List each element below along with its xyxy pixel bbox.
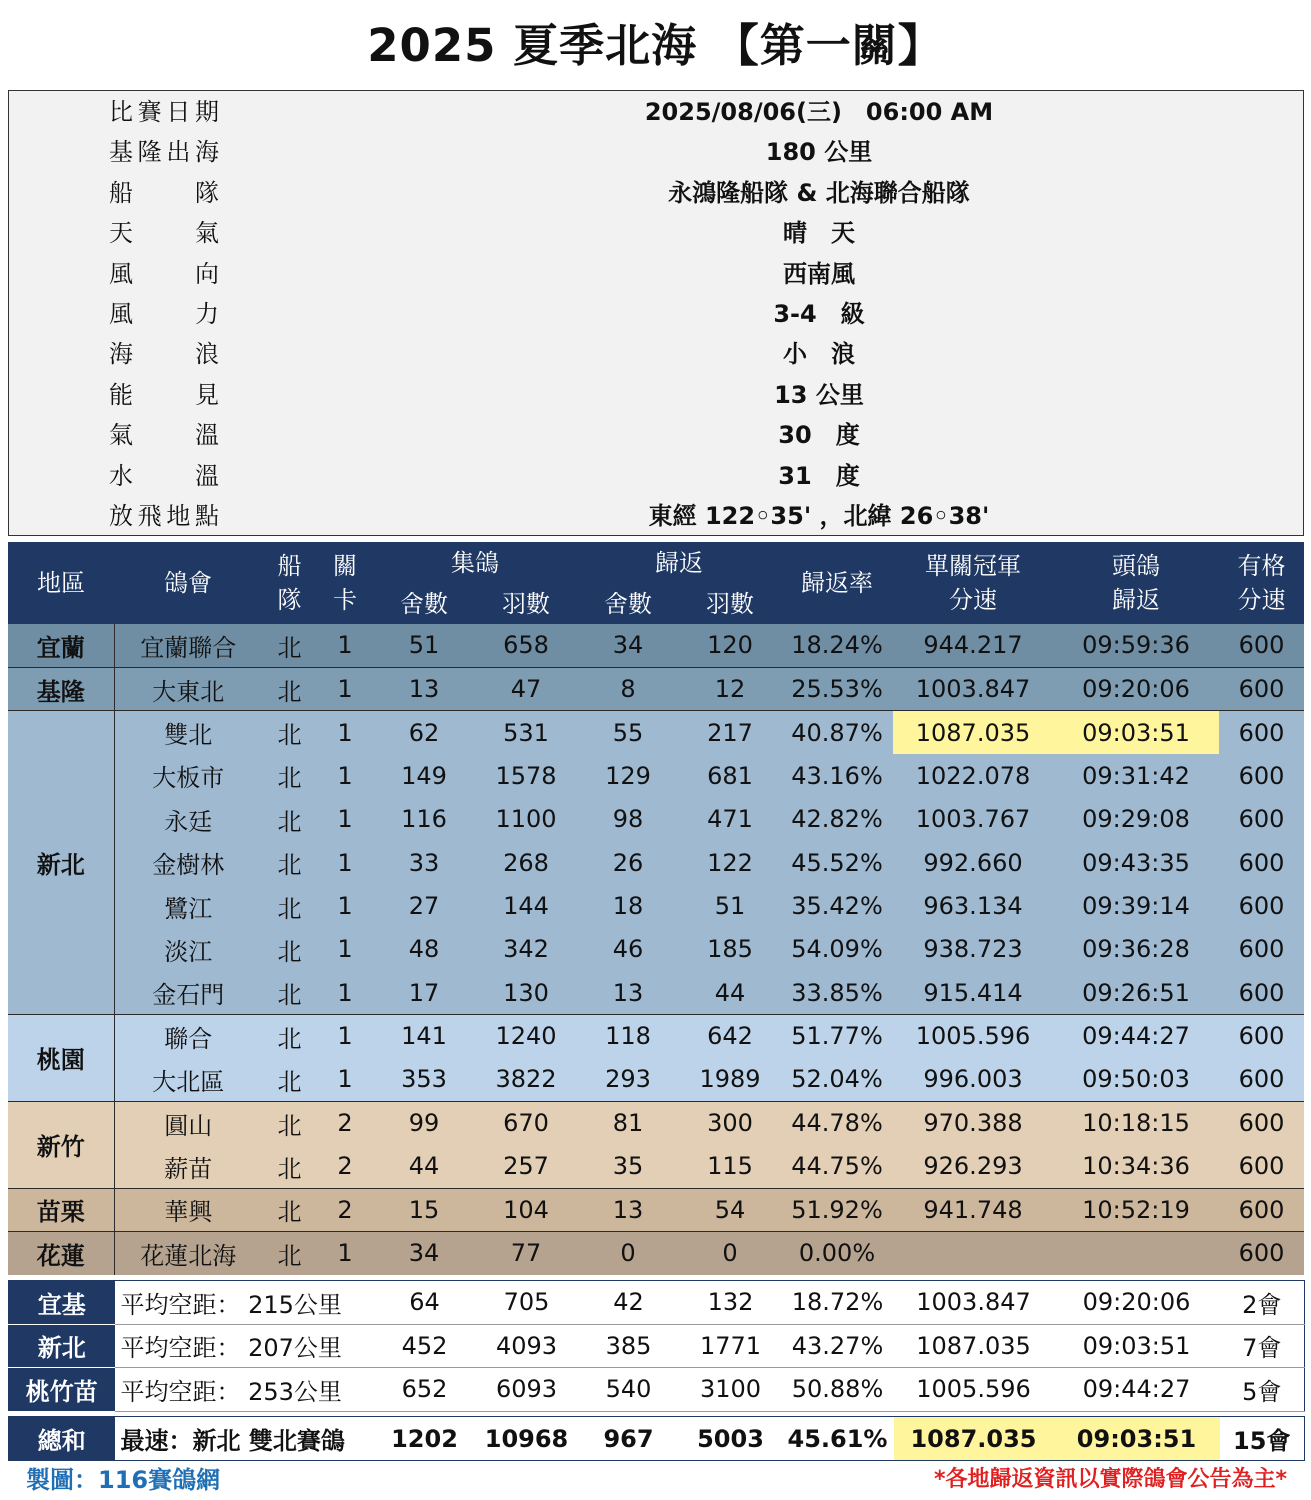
returned-lofts: 34 bbox=[612, 631, 644, 660]
collect-birds: 144 bbox=[503, 892, 549, 921]
summary-region: 新北 bbox=[9, 1324, 115, 1368]
collect-lofts: 353 bbox=[401, 1065, 447, 1094]
checkpoint: 1 bbox=[337, 631, 353, 660]
checkpoint: 1 bbox=[317, 667, 373, 710]
champion-speed: 926.293 bbox=[923, 1152, 1023, 1181]
header-champion-speed-line1: 單關冠軍 bbox=[925, 552, 1021, 580]
champion-speed: 970.388 bbox=[893, 1101, 1053, 1144]
header-boat-char: 船 bbox=[277, 552, 302, 580]
head-return: 09:29:08 bbox=[1082, 805, 1190, 834]
collect-lofts: 13 bbox=[373, 667, 475, 710]
header-qualified-speed-line1: 有格 bbox=[1237, 552, 1286, 580]
collect-lofts: 27 bbox=[408, 892, 440, 921]
collect-birds: 658 bbox=[503, 631, 549, 660]
table-row bbox=[8, 841, 1304, 884]
qualified-speed: 600 bbox=[1238, 1065, 1285, 1094]
collect-lofts: 51 bbox=[408, 631, 440, 660]
head-return: 09:31:42 bbox=[1082, 761, 1190, 790]
champion-speed: 1003.847 bbox=[893, 667, 1053, 710]
collect-birds: 3822 bbox=[495, 1065, 557, 1094]
club-name: 華興 bbox=[114, 1188, 262, 1231]
head-return: 09:44:27 bbox=[1054, 1368, 1220, 1412]
collect-lofts: 17 bbox=[408, 978, 440, 1007]
collect-birds: 1578 bbox=[495, 761, 557, 790]
table-row bbox=[8, 1101, 1304, 1144]
info-value: 永鴻隆船隊 & 北海聯合船隊 bbox=[668, 178, 970, 207]
info-row bbox=[9, 496, 1303, 536]
info-label: 風向 bbox=[109, 259, 219, 288]
champion-speed: 963.134 bbox=[923, 892, 1023, 921]
qualified-speed: 600 bbox=[1238, 761, 1285, 790]
returned-birds: 0 bbox=[679, 1231, 781, 1274]
header-boat-char: 隊 bbox=[277, 586, 302, 614]
head-return: 10:18:15 bbox=[1053, 1101, 1219, 1144]
checkpoint: 1 bbox=[337, 805, 353, 834]
checkpoint: 1 bbox=[317, 1015, 373, 1058]
info-value: 13 公里 bbox=[774, 380, 864, 409]
table-row bbox=[8, 667, 1304, 710]
summary-region: 桃竹苗 bbox=[9, 1368, 115, 1412]
checkpoint: 1 bbox=[317, 1231, 373, 1274]
table-row bbox=[8, 1145, 1304, 1188]
champion-speed: 1003.847 bbox=[894, 1281, 1054, 1325]
info-row bbox=[9, 132, 1303, 172]
head-return: 09:50:03 bbox=[1082, 1065, 1190, 1094]
credit-text: 製圖：116賽鴿網 bbox=[26, 1466, 221, 1494]
boat: 北 bbox=[262, 1015, 317, 1058]
returned-birds: 300 bbox=[679, 1101, 781, 1144]
region-name: 桃園 bbox=[8, 1015, 114, 1102]
collect-lofts: 141 bbox=[373, 1015, 475, 1058]
summary-row bbox=[9, 1281, 1305, 1325]
collect-birds: 6093 bbox=[476, 1368, 578, 1412]
returned-birds: 54 bbox=[679, 1188, 781, 1231]
champion-speed: 1087.035 bbox=[894, 1324, 1054, 1368]
returned-lofts: 293 bbox=[605, 1065, 651, 1094]
region-name: 花蓮 bbox=[8, 1231, 114, 1274]
club-name: 鷺江 bbox=[164, 894, 213, 923]
returned-birds: 217 bbox=[679, 711, 781, 754]
total-returned-birds: 5003 bbox=[680, 1417, 782, 1461]
champion-speed: 992.660 bbox=[923, 848, 1023, 877]
collect-lofts: 149 bbox=[401, 761, 447, 790]
club-count: 5會 bbox=[1220, 1368, 1305, 1412]
return-rate: 42.82% bbox=[791, 805, 883, 834]
return-rate: 51.92% bbox=[781, 1188, 893, 1231]
info-value: 西南風 bbox=[783, 259, 855, 288]
boat: 北 bbox=[277, 1154, 302, 1183]
club-name: 圓山 bbox=[114, 1101, 262, 1144]
returned-lofts: 540 bbox=[578, 1368, 680, 1412]
header-club: 鴿會 bbox=[114, 542, 262, 624]
checkpoint: 1 bbox=[337, 892, 353, 921]
returned-lofts: 118 bbox=[577, 1015, 679, 1058]
header-checkpoint bbox=[317, 542, 373, 624]
returned-birds: 120 bbox=[707, 631, 753, 660]
champion-speed: 1003.767 bbox=[915, 805, 1031, 834]
header-returned-birds: 羽數 bbox=[679, 583, 781, 624]
region-name: 苗栗 bbox=[8, 1188, 114, 1231]
boat: 北 bbox=[262, 1101, 317, 1144]
checkpoint: 1 bbox=[337, 1065, 353, 1094]
info-label: 能見 bbox=[109, 380, 219, 409]
boat: 北 bbox=[262, 667, 317, 710]
return-rate: 0.00% bbox=[781, 1231, 893, 1274]
info-row bbox=[9, 254, 1303, 294]
club-count: 2會 bbox=[1220, 1281, 1305, 1325]
info-row bbox=[9, 213, 1303, 253]
checkpoint: 1 bbox=[337, 848, 353, 877]
return-rate: 40.87% bbox=[781, 711, 893, 754]
table-row bbox=[8, 754, 1304, 797]
header-collect: 集鴿 bbox=[373, 542, 577, 583]
total-collect-birds: 10968 bbox=[476, 1417, 578, 1461]
return-rate: 45.52% bbox=[791, 848, 883, 877]
info-value: 180 公里 bbox=[765, 138, 873, 167]
collect-lofts: 116 bbox=[401, 805, 447, 834]
returned-birds: 1771 bbox=[680, 1324, 782, 1368]
head-return: 09:43:35 bbox=[1082, 848, 1190, 877]
info-value: 30 度 bbox=[778, 421, 860, 450]
qualified-speed: 600 bbox=[1219, 1015, 1304, 1058]
summary-row bbox=[9, 1324, 1305, 1368]
qualified-speed: 600 bbox=[1219, 711, 1304, 754]
collect-lofts: 44 bbox=[408, 1152, 440, 1181]
returned-birds: 1989 bbox=[699, 1065, 761, 1094]
race-info-panel bbox=[8, 90, 1304, 536]
header-returned: 歸返 bbox=[577, 542, 781, 583]
page-title: 2025 夏季北海 【第一關】 bbox=[367, 19, 944, 72]
returned-lofts: 385 bbox=[578, 1324, 680, 1368]
returned-birds: 642 bbox=[679, 1015, 781, 1058]
return-rate: 43.16% bbox=[791, 761, 883, 790]
returned-birds: 44 bbox=[714, 978, 746, 1007]
info-label: 天氣 bbox=[109, 219, 219, 248]
return-rate: 52.04% bbox=[791, 1065, 883, 1094]
return-rate: 35.42% bbox=[791, 892, 883, 921]
champion-speed: 1005.596 bbox=[893, 1015, 1053, 1058]
region-name: 新北 bbox=[8, 711, 114, 1015]
collect-lofts: 652 bbox=[374, 1368, 476, 1412]
qualified-speed: 600 bbox=[1238, 1152, 1285, 1181]
returned-lofts: 35 bbox=[612, 1152, 644, 1181]
return-rate: 44.75% bbox=[791, 1152, 883, 1181]
table-row bbox=[8, 798, 1304, 841]
champion-speed: 1022.078 bbox=[915, 761, 1031, 790]
collect-birds: 342 bbox=[503, 935, 549, 964]
champion-speed: 915.414 bbox=[923, 978, 1023, 1007]
returned-lofts: 46 bbox=[612, 935, 644, 964]
returned-birds: 132 bbox=[680, 1281, 782, 1325]
table-row bbox=[8, 928, 1304, 971]
summary-row bbox=[9, 1368, 1305, 1412]
head-return bbox=[1053, 1231, 1219, 1274]
summary-table bbox=[8, 1280, 1305, 1412]
total-club-count: 15會 bbox=[1220, 1417, 1305, 1461]
table-row bbox=[8, 1188, 1304, 1231]
total-fastest: 最速：新北 雙北賽鴿 bbox=[115, 1417, 374, 1461]
champion-speed: 941.748 bbox=[893, 1188, 1053, 1231]
returned-birds: 681 bbox=[707, 761, 753, 790]
club-name: 花蓮北海 bbox=[114, 1231, 262, 1274]
collect-birds: 1240 bbox=[475, 1015, 577, 1058]
club-name: 大板市 bbox=[152, 764, 225, 793]
collect-birds: 77 bbox=[475, 1231, 577, 1274]
return-rate: 50.88% bbox=[782, 1368, 894, 1412]
header-champion-speed bbox=[893, 542, 1053, 624]
collect-birds: 47 bbox=[475, 667, 577, 710]
info-row bbox=[9, 456, 1303, 496]
info-value: 2025/08/06(三) 06:00 AM bbox=[644, 98, 994, 126]
header-head-return bbox=[1053, 542, 1219, 624]
info-label: 風力 bbox=[109, 300, 219, 328]
return-rate: 43.27% bbox=[782, 1324, 894, 1368]
info-row bbox=[9, 294, 1303, 334]
returned-lofts: 129 bbox=[605, 761, 651, 790]
total-champion-speed: 1087.035 bbox=[894, 1417, 1054, 1461]
qualified-speed: 600 bbox=[1219, 667, 1304, 710]
returned-lofts: 81 bbox=[577, 1101, 679, 1144]
info-label: 放飛地點 bbox=[109, 502, 219, 530]
returned-birds: 3100 bbox=[680, 1368, 782, 1412]
table-row bbox=[8, 971, 1304, 1014]
club-count: 7會 bbox=[1220, 1324, 1305, 1368]
club-name: 雙北 bbox=[114, 711, 262, 754]
return-rate: 25.53% bbox=[781, 667, 893, 710]
collect-birds: 104 bbox=[475, 1188, 577, 1231]
champion-speed: 938.723 bbox=[923, 935, 1023, 964]
total-returned-lofts: 967 bbox=[578, 1417, 680, 1461]
info-label: 船隊 bbox=[109, 178, 219, 207]
total-row bbox=[9, 1417, 1305, 1461]
club-name: 金石門 bbox=[152, 981, 225, 1010]
checkpoint: 1 bbox=[317, 711, 373, 754]
total-head-return: 09:03:51 bbox=[1054, 1417, 1220, 1461]
champion-speed: 1087.035 bbox=[893, 711, 1053, 754]
club-name: 金樹林 bbox=[152, 851, 225, 880]
returned-lofts: 13 bbox=[612, 978, 644, 1007]
qualified-speed: 600 bbox=[1219, 1231, 1304, 1274]
returned-lofts: 13 bbox=[577, 1188, 679, 1231]
collect-birds: 531 bbox=[475, 711, 577, 754]
header-collect-birds: 羽數 bbox=[475, 583, 577, 624]
checkpoint: 2 bbox=[317, 1101, 373, 1144]
header-returned-lofts: 舍數 bbox=[577, 583, 679, 624]
header-region: 地區 bbox=[8, 542, 114, 624]
boat: 北 bbox=[277, 851, 302, 880]
table-row bbox=[8, 1231, 1304, 1274]
boat: 北 bbox=[277, 764, 302, 793]
collect-lofts: 33 bbox=[408, 848, 440, 877]
head-return: 10:52:19 bbox=[1053, 1188, 1219, 1231]
table-row bbox=[8, 624, 1304, 667]
returned-lofts: 26 bbox=[612, 848, 644, 877]
total-collect-lofts: 1202 bbox=[374, 1417, 476, 1461]
header-qualified-speed bbox=[1219, 542, 1304, 624]
head-return: 09:59:36 bbox=[1082, 631, 1190, 660]
qualified-speed: 600 bbox=[1219, 1188, 1304, 1231]
total-label: 總和 bbox=[9, 1417, 115, 1461]
club-name: 宜蘭聯合 bbox=[140, 633, 237, 662]
returned-lofts: 55 bbox=[577, 711, 679, 754]
info-row bbox=[9, 173, 1303, 213]
boat: 北 bbox=[277, 981, 302, 1010]
returned-lofts: 42 bbox=[578, 1281, 680, 1325]
head-return: 10:34:36 bbox=[1082, 1152, 1190, 1181]
info-label: 氣溫 bbox=[109, 421, 219, 450]
header-collect-lofts: 舍數 bbox=[373, 583, 475, 624]
collect-birds: 130 bbox=[503, 978, 549, 1007]
club-name: 永廷 bbox=[164, 807, 213, 836]
collect-birds: 268 bbox=[503, 848, 549, 877]
info-label: 比賽日期 bbox=[109, 98, 219, 126]
club-name: 淡江 bbox=[164, 937, 213, 966]
club-name: 大北區 bbox=[152, 1067, 225, 1096]
return-rate: 54.09% bbox=[791, 935, 883, 964]
info-value: 3-4 級 bbox=[773, 300, 865, 328]
collect-birds: 4093 bbox=[476, 1324, 578, 1368]
head-return: 09:44:27 bbox=[1053, 1015, 1219, 1058]
club-name: 大東北 bbox=[114, 667, 262, 710]
boat: 北 bbox=[277, 937, 302, 966]
boat: 北 bbox=[262, 1231, 317, 1274]
boat: 北 bbox=[277, 1067, 302, 1096]
info-value: 晴 天 bbox=[783, 219, 855, 248]
boat: 北 bbox=[277, 633, 302, 662]
champion-speed: 996.003 bbox=[923, 1065, 1023, 1094]
head-return: 09:03:51 bbox=[1053, 711, 1219, 754]
info-row bbox=[9, 415, 1303, 455]
info-row bbox=[9, 92, 1303, 132]
qualified-speed: 600 bbox=[1238, 848, 1285, 877]
checkpoint: 1 bbox=[337, 935, 353, 964]
returned-lofts: 8 bbox=[577, 667, 679, 710]
table-row bbox=[8, 1058, 1304, 1101]
returned-birds: 51 bbox=[714, 892, 746, 921]
header-boat bbox=[262, 542, 317, 624]
checkpoint: 1 bbox=[337, 761, 353, 790]
table-row bbox=[8, 1015, 1304, 1058]
checkpoint: 2 bbox=[317, 1188, 373, 1231]
return-rate: 18.72% bbox=[782, 1281, 894, 1325]
header-head-return-line2: 歸返 bbox=[1112, 586, 1160, 614]
header-rate: 歸返率 bbox=[781, 542, 893, 624]
info-row bbox=[9, 375, 1303, 415]
region-name: 基隆 bbox=[8, 667, 114, 710]
returned-birds: 471 bbox=[707, 805, 753, 834]
header-checkpoint-char: 關 bbox=[333, 552, 357, 580]
info-label: 水溫 bbox=[109, 461, 219, 490]
returned-lofts: 18 bbox=[612, 892, 644, 921]
header-checkpoint-char: 卡 bbox=[333, 586, 357, 614]
info-row bbox=[9, 334, 1303, 374]
header-champion-speed-line2: 分速 bbox=[949, 586, 997, 614]
info-value: 31 度 bbox=[778, 461, 860, 490]
head-return: 09:36:28 bbox=[1082, 935, 1190, 964]
qualified-speed: 600 bbox=[1238, 935, 1285, 964]
header-head-return-line1: 頭鴿 bbox=[1112, 552, 1160, 580]
boat: 北 bbox=[262, 711, 317, 754]
collect-lofts: 48 bbox=[408, 935, 440, 964]
qualified-speed: 600 bbox=[1238, 631, 1285, 660]
info-value: 小 浪 bbox=[783, 340, 855, 369]
avg-distance: 平均空距： 207公里 bbox=[115, 1324, 374, 1368]
collect-birds: 670 bbox=[475, 1101, 577, 1144]
collect-lofts: 452 bbox=[374, 1324, 476, 1368]
returned-lofts: 0 bbox=[577, 1231, 679, 1274]
avg-distance: 平均空距： 253公里 bbox=[115, 1368, 374, 1412]
returned-lofts: 98 bbox=[612, 805, 644, 834]
boat: 北 bbox=[277, 807, 302, 836]
head-return: 09:39:14 bbox=[1082, 892, 1190, 921]
total-table bbox=[8, 1416, 1305, 1461]
returned-birds: 115 bbox=[707, 1152, 753, 1181]
return-rate: 51.77% bbox=[781, 1015, 893, 1058]
collect-lofts: 99 bbox=[373, 1101, 475, 1144]
return-rate: 18.24% bbox=[791, 631, 883, 660]
club-name: 薪苗 bbox=[164, 1154, 213, 1183]
qualified-speed: 600 bbox=[1219, 1101, 1304, 1144]
return-rate: 44.78% bbox=[781, 1101, 893, 1144]
info-value: 東經 122◦35' ，北緯 26◦38' bbox=[648, 502, 990, 530]
head-return: 09:03:51 bbox=[1054, 1324, 1220, 1368]
returned-birds: 12 bbox=[679, 667, 781, 710]
returned-birds: 122 bbox=[707, 848, 753, 877]
collect-lofts: 62 bbox=[373, 711, 475, 754]
collect-lofts: 15 bbox=[373, 1188, 475, 1231]
checkpoint: 2 bbox=[337, 1152, 353, 1181]
champion-speed: 1005.596 bbox=[894, 1368, 1054, 1412]
collect-birds: 705 bbox=[476, 1281, 578, 1325]
results-table bbox=[8, 542, 1304, 1275]
champion-speed: 944.217 bbox=[923, 631, 1023, 660]
checkpoint: 1 bbox=[337, 978, 353, 1007]
club-name: 聯合 bbox=[114, 1015, 262, 1058]
qualified-speed: 600 bbox=[1238, 892, 1285, 921]
table-row bbox=[8, 884, 1304, 927]
header-qualified-speed-line2: 分速 bbox=[1237, 586, 1286, 614]
disclaimer-note: *各地歸返資訊以實際鴿會公告為主* bbox=[933, 1467, 1287, 1492]
qualified-speed: 600 bbox=[1238, 805, 1285, 834]
avg-distance: 平均空距： 215公里 bbox=[115, 1281, 374, 1325]
region-name: 宜蘭 bbox=[8, 624, 114, 667]
collect-birds: 257 bbox=[503, 1152, 549, 1181]
summary-region: 宜基 bbox=[9, 1281, 115, 1325]
head-return: 09:20:06 bbox=[1054, 1281, 1220, 1325]
collect-lofts: 64 bbox=[374, 1281, 476, 1325]
region-name: 新竹 bbox=[8, 1101, 114, 1188]
return-rate: 33.85% bbox=[791, 978, 883, 1007]
returned-birds: 185 bbox=[707, 935, 753, 964]
total-rate: 45.61% bbox=[782, 1417, 894, 1461]
head-return: 09:20:06 bbox=[1053, 667, 1219, 710]
qualified-speed: 600 bbox=[1238, 978, 1285, 1007]
head-return: 09:26:51 bbox=[1082, 978, 1190, 1007]
boat: 北 bbox=[277, 894, 302, 923]
collect-birds: 1100 bbox=[495, 805, 557, 834]
info-label: 海浪 bbox=[109, 340, 219, 369]
champion-speed bbox=[893, 1231, 1053, 1274]
boat: 北 bbox=[262, 1188, 317, 1231]
info-label: 基隆出海 bbox=[109, 138, 219, 167]
table-row bbox=[8, 711, 1304, 754]
collect-lofts: 34 bbox=[373, 1231, 475, 1274]
